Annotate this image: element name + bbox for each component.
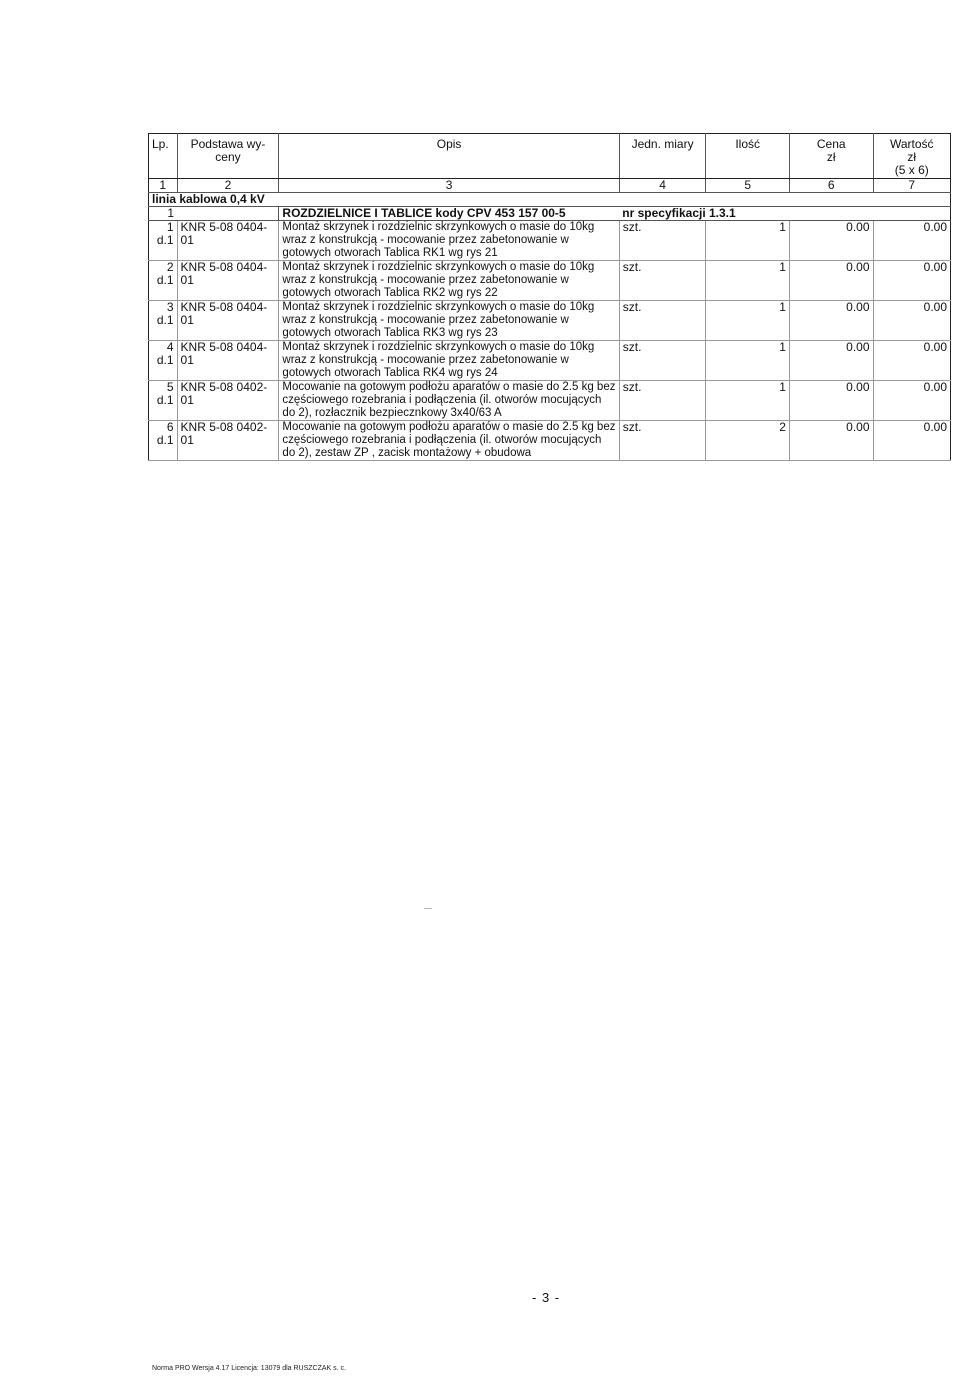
row-opis: Montaż skrzynek i rozdzielnic skrzynkowych o masie do 10kg wraz z konstrukcją - mocowanie przez zabetonowanie w gotowych otworach Tablica RK3 wg rys 23 <box>279 301 619 341</box>
row-wartosc: 0.00 <box>873 221 950 261</box>
col-number: 5 <box>706 179 790 193</box>
header-cena-line1: Cena <box>816 137 846 151</box>
row-cena: 0.00 <box>789 301 873 341</box>
row-cena: 0.00 <box>789 341 873 381</box>
header-podstawa: Podstawa wy-ceny <box>177 134 279 179</box>
row-wartosc: 0.00 <box>873 381 950 421</box>
header-opis: Opis <box>279 134 619 179</box>
row-wartosc: 0.00 <box>873 301 950 341</box>
row-jedn-miary: szt. <box>619 421 706 461</box>
group-spec: nr specyfikacji 1.3.1 <box>619 207 950 221</box>
col-number: 6 <box>789 179 873 193</box>
header-wartosc <box>873 134 950 179</box>
row-podstawa: KNR 5-08 0402-01 <box>177 381 279 421</box>
row-lp-number: 3 <box>166 300 174 314</box>
row-jedn-miary: szt. <box>619 301 706 341</box>
row-opis: Montaż skrzynek i rozdzielnic skrzynkowych o masie do 10kg wraz z konstrukcją - mocowanie przez zabetonowanie w gotowych otworach Tablica RK4 wg rys 24 <box>279 341 619 381</box>
col-number: 1 <box>149 179 178 193</box>
row-lp-number: 4 <box>166 340 174 354</box>
row-ilosc: 2 <box>706 421 790 461</box>
group-row <box>149 207 951 221</box>
section-title: linia kablowa 0,4 kV <box>149 193 951 207</box>
row-ilosc: 1 <box>706 341 790 381</box>
row-lp-sub: d.1 <box>156 433 174 447</box>
row-podstawa: KNR 5-08 0404-01 <box>177 261 279 301</box>
row-cena: 0.00 <box>789 261 873 301</box>
group-lp: 1 <box>149 207 178 221</box>
row-lp <box>149 301 178 341</box>
row-podstawa: KNR 5-08 0404-01 <box>177 221 279 261</box>
scan-speck <box>424 908 432 909</box>
row-lp <box>149 381 178 421</box>
col-number: 2 <box>177 179 279 193</box>
page-number: - 3 - <box>532 1290 561 1305</box>
row-cena: 0.00 <box>789 381 873 421</box>
row-opis: Mocowanie na gotowym podłożu aparatów o masie do 2.5 kg bez częściowego rozebrania i podłączenia (il. otworów mocujących do 2), rozłacznik bezpiecznkowy 3x40/63 A <box>279 381 619 421</box>
row-opis: Montaż skrzynek i rozdzielnic skrzynkowych o masie do 10kg wraz z konstrukcją - mocowanie przez zabetonowanie w gotowych otworach Tablica RK1 wg rys 21 <box>279 221 619 261</box>
row-wartosc: 0.00 <box>873 341 950 381</box>
table-body <box>149 221 951 461</box>
header-lp: Lp. <box>149 134 178 179</box>
table-row <box>149 421 951 461</box>
table-row <box>149 261 951 301</box>
table-row <box>149 301 951 341</box>
row-lp <box>149 221 178 261</box>
row-lp-sub: d.1 <box>156 353 174 367</box>
row-wartosc: 0.00 <box>873 421 950 461</box>
row-lp-sub: d.1 <box>156 273 174 287</box>
row-lp-number: 2 <box>166 260 174 274</box>
header-wartosc-line1: Wartość <box>889 137 934 151</box>
row-lp <box>149 261 178 301</box>
row-ilosc: 1 <box>706 261 790 301</box>
col-number: 7 <box>873 179 950 193</box>
header-cena-line2: zł <box>826 150 836 164</box>
row-lp-number: 5 <box>166 380 174 394</box>
row-cena: 0.00 <box>789 221 873 261</box>
header-ilosc: Ilość <box>706 134 790 179</box>
table-row <box>149 381 951 421</box>
column-number-row <box>149 179 951 193</box>
row-jedn-miary: szt. <box>619 381 706 421</box>
row-lp-number: 1 <box>166 220 174 234</box>
row-ilosc: 1 <box>706 301 790 341</box>
row-wartosc: 0.00 <box>873 261 950 301</box>
row-lp-number: 6 <box>166 420 174 434</box>
row-opis: Montaż skrzynek i rozdzielnic skrzynkowych o masie do 10kg wraz z konstrukcją - mocowanie przez zabetonowanie w gotowych otworach Tablica RK2 wg rys 22 <box>279 261 619 301</box>
row-ilosc: 1 <box>706 381 790 421</box>
row-lp-sub: d.1 <box>156 393 174 407</box>
header-cena <box>789 134 873 179</box>
row-jedn-miary: szt. <box>619 261 706 301</box>
col-number: 3 <box>279 179 619 193</box>
row-podstawa: KNR 5-08 0404-01 <box>177 341 279 381</box>
row-opis: Mocowanie na gotowym podłożu aparatów o masie do 2.5 kg bez częściowego rozebrania i podłączenia (il. otworów mocujących do 2), zestaw ZP , zacisk montażowy + obudowa <box>279 421 619 461</box>
row-jedn-miary: szt. <box>619 221 706 261</box>
cost-estimate-table <box>148 133 951 461</box>
row-jedn-miary: szt. <box>619 341 706 381</box>
table-row <box>149 221 951 261</box>
footer-license: Norma PRO Wersja 4.17 Licencja: 13079 dla RUSZCZAK s. c. <box>152 1365 347 1372</box>
row-podstawa: KNR 5-08 0402-01 <box>177 421 279 461</box>
group-podstawa <box>177 207 279 221</box>
header-wartosc-line3: (5 x 6) <box>894 163 929 177</box>
table-row <box>149 341 951 381</box>
section-row <box>149 193 951 207</box>
table-header-row <box>149 134 951 179</box>
group-title: ROZDZIELNICE I TABLICE kody CPV 453 157 00-5 <box>279 207 619 221</box>
row-ilosc: 1 <box>706 221 790 261</box>
header-jedn-miary: Jedn. miary <box>619 134 706 179</box>
row-cena: 0.00 <box>789 421 873 461</box>
header-wartosc-line2: zł <box>907 150 917 164</box>
row-lp <box>149 341 178 381</box>
row-lp <box>149 421 178 461</box>
row-lp-sub: d.1 <box>156 233 174 247</box>
col-number: 4 <box>619 179 706 193</box>
row-lp-sub: d.1 <box>156 313 174 327</box>
row-podstawa: KNR 5-08 0404-01 <box>177 301 279 341</box>
